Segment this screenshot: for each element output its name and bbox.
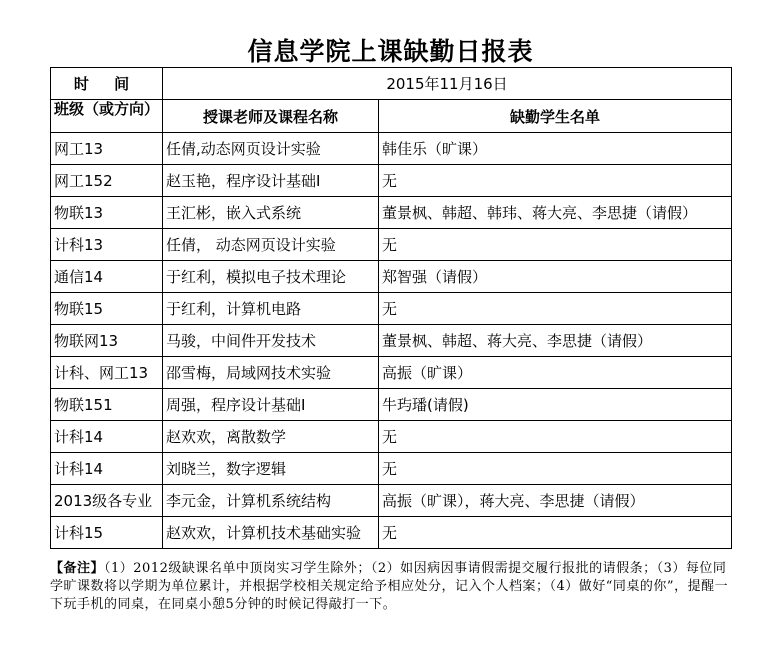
absent-students-cell: 无: [379, 229, 732, 261]
header-class: 班级（或方向）: [51, 100, 163, 133]
teacher-course-cell: 任倩， 动态网页设计实验: [163, 229, 379, 261]
table-row: [51, 357, 732, 389]
teacher-course-cell: 马骏，中间件开发技术: [163, 325, 379, 357]
table-row: [51, 453, 732, 485]
remarks: [50, 560, 731, 614]
teacher-course-cell: 赵玉艳，程序设计基础I: [163, 165, 379, 197]
absent-students-cell: 牛玙璠(请假): [379, 389, 732, 421]
table-row: [51, 133, 732, 165]
table-row: [51, 197, 732, 229]
class-cell: 计科13: [51, 229, 163, 261]
table-row: [51, 229, 732, 261]
time-label: 时 间: [51, 68, 163, 100]
header-teacher-course: 授课老师及课程名称: [163, 100, 379, 133]
absent-students-cell: 无: [379, 165, 732, 197]
time-row: [51, 68, 732, 100]
class-cell: 2013级各专业: [51, 485, 163, 517]
class-cell: 物联15: [51, 293, 163, 325]
class-cell: 计科14: [51, 453, 163, 485]
teacher-course-cell: 刘晓兰，数字逻辑: [163, 453, 379, 485]
absent-students-cell: 无: [379, 453, 732, 485]
class-cell: 计科14: [51, 421, 163, 453]
table-row: [51, 261, 732, 293]
table-row: [51, 389, 732, 421]
class-cell: 通信14: [51, 261, 163, 293]
absent-students-cell: 董景枫、韩超、韩玮、蒋大亮、李思捷（请假）: [379, 197, 732, 229]
header-absent-students: 缺勤学生名单: [379, 100, 732, 133]
absent-students-cell: 高振（旷课）: [379, 357, 732, 389]
class-cell: 物联13: [51, 197, 163, 229]
class-cell: 物联网13: [51, 325, 163, 357]
teacher-course-cell: 任倩,动态网页设计实验: [163, 133, 379, 165]
teacher-course-cell: 于红利，模拟电子技术理论: [163, 261, 379, 293]
header-row: [51, 100, 732, 133]
class-cell: 网工152: [51, 165, 163, 197]
table-row: [51, 325, 732, 357]
remarks-text: （1）2012级缺课名单中顶岗实习学生除外；（2）如因病因事请假需提交履行报批的请假条；（3）每位同学旷课数将以学期为单位累计，并根据学校相关规定给予相应处分，记入个人档案；（4）做好“同桌的你”，提醒一下玩手机的同桌，在同桌小憩5分钟的时候记得敲打一下。: [50, 561, 729, 612]
class-cell: 网工13: [51, 133, 163, 165]
teacher-course-cell: 王汇彬，嵌入式系统: [163, 197, 379, 229]
table-row: [51, 421, 732, 453]
teacher-course-cell: 赵欢欢，离散数学: [163, 421, 379, 453]
absent-students-cell: 韩佳乐（旷课）: [379, 133, 732, 165]
table-row: [51, 165, 732, 197]
report-date: 2015年11月16日: [163, 68, 732, 100]
absence-table: [50, 67, 732, 549]
absent-students-cell: 无: [379, 517, 732, 549]
table-row: [51, 293, 732, 325]
class-cell: 计科15: [51, 517, 163, 549]
teacher-course-cell: 于红利，计算机电路: [163, 293, 379, 325]
report-title: 信息学院上课缺勤日报表: [247, 37, 534, 66]
table-row: [51, 485, 732, 517]
absent-students-cell: 无: [379, 293, 732, 325]
table-row: [51, 517, 732, 549]
teacher-course-cell: 邵雪梅，局域网技术实验: [163, 357, 379, 389]
remarks-label: 【备注】: [50, 561, 105, 576]
class-cell: 物联151: [51, 389, 163, 421]
absent-students-cell: 董景枫、韩超、蒋大亮、李思捷（请假）: [379, 325, 732, 357]
class-cell: 计科、网工13: [51, 357, 163, 389]
absent-students-cell: 无: [379, 421, 732, 453]
teacher-course-cell: 周强，程序设计基础I: [163, 389, 379, 421]
absent-students-cell: 郑智强（请假）: [379, 261, 732, 293]
teacher-course-cell: 李元金，计算机系统结构: [163, 485, 379, 517]
teacher-course-cell: 赵欢欢，计算机技术基础实验: [163, 517, 379, 549]
absent-students-cell: 高振（旷课），蒋大亮、李思捷（请假）: [379, 485, 732, 517]
